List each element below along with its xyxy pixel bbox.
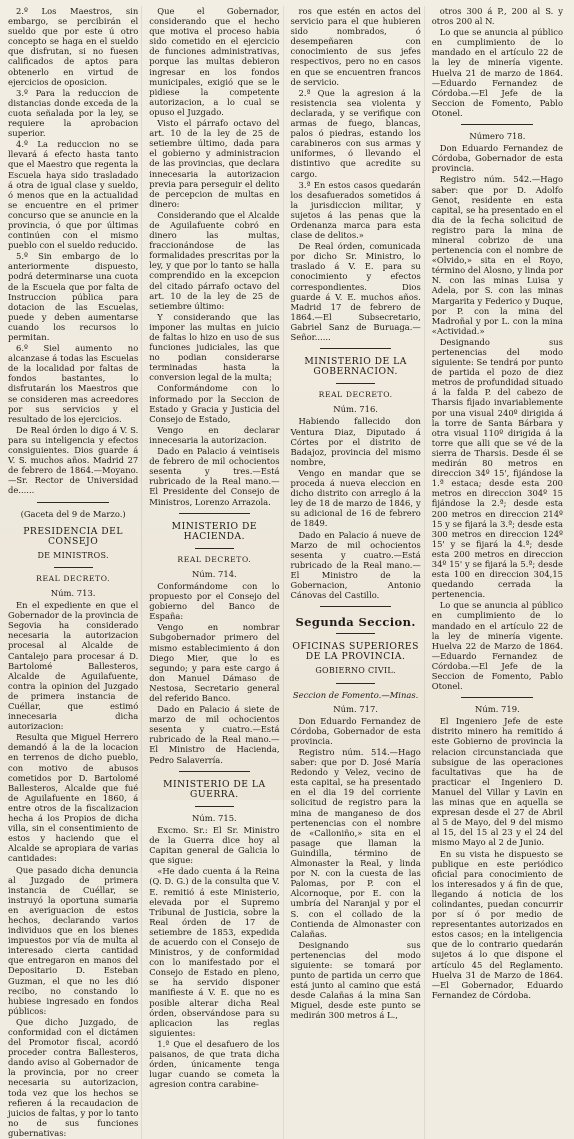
section-divider [179,771,251,772]
paragraph: El Ingeniero Jefe de este distrito minero ha remitido á este Gobierno de provincia la relacion circunstanciada que subsigue de las operaciones facultativas que ha de practicar el Ingeniero D. Manuel del Villar y Lavin en las minas que en aquella se expresan desde el 27 de Abril al 5 de Mayo, del 9 del mismo al 15, del 15 al 23 y el 24 del mismo Mayo al 2 de Junio. [431,716,563,848]
item-number: Núm. 716. [333,404,378,415]
paragraph: 6.º Siel aumento no alcanzase á todas las Escuelas de la localidad por faltas de fondos bastantes, lo disfrutarán los Maestros que se consideren mas acreedores por sus servicios y el resultado de los ejercicios. [8,343,139,424]
decree-heading: REAL DECRETO. [318,390,393,400]
section-heading: PRESIDENCIA DEL CONSEJO [23,525,123,547]
dateline: (Gaceta del 9 de Marzo.) [20,508,126,519]
paragraph: 2.º Los Maestros, sin embargo, se percibirán el sueldo que por este ú otro concepto se haga en el sueldo que disfrutan, si no fuesen calificados de aptos para obtenerlo en virtud de ejercicios de oposicion. [8,6,139,87]
section-heading: MINISTERIO DE HACIENDA. [171,520,258,542]
paragraph: En su vista he dispuesto se publique en este periódico oficial para conocimiento de los interesados y á fin de que, llegando á noticia de los colindantes, puedan concurrir por sí ó por medio de representantes autorizados en estos casos; en la inteligencia que de lo contrario quedarán sujetos á lo que dispone el artículo 45 del Reglamento. Huelva 31 de Marzo de 1864.—El Gobernador, Eduardo Fernandez de Córdoba. [431,848,563,1000]
item-number: Núm. 715. [192,812,237,823]
section-divider [179,513,251,514]
paragraph: 3.º Para la reduccion de distancias donde exceda de la cuota señalada por la ley, se requiere la aprobacion superior. [8,87,139,139]
section-divider [195,806,234,807]
paragraph: Habiendo fallecido don Ventura Diaz, Diputado á Córtes por el distrito de Badajoz, provincia del mismo nombre, [290,416,421,467]
section-divider [336,683,375,684]
section-title: Segunda Seccion. [295,615,416,630]
paragraph: Visto el párrafo octavo del art. 10 de la ley de 25 de setiembre último, dada para el gobierno y administracion de las provincias, que declara innecesaria la autorizacion previa para perseguir el delito de percepcion de multas en dinero: [149,118,280,209]
paragraph: 1.ª Que el desafuero de los paisanos, de que trata dicha órden, únicamente tenga lugar cuando se cometa la agresion contra carabine- [149,1038,280,1090]
section-subheading: GOBIERNO CIVIL. [315,666,396,676]
section-divider [54,567,93,568]
section-divider [320,606,392,607]
text-column-2 [149,6,283,1139]
section-divider [461,697,533,698]
paragraph: Lo que se anuncia al público en cumplimiento de lo mandado en el artículo 22 de la ley de minería vigente. Huelva 21 de marzo de 1864.—Eduardo Fernandez de Córdoba.—El Jefe de la Seccion de Fomento, Pablo Otonel. [431,27,563,118]
text-column-4 [432,6,566,1139]
section-divider [195,548,234,549]
paragraph: En el expediente en que el Gobernador de la provincia de Segovia ha considerado necesaria la autorizacion procesal al Alcalde de Cantalejo para procesar á D. Bartolomé Ballesteros, Alcalde de Aguilafuente, contra la opinion del Juzgado de primera instancia de Cuéllar, que estimó innecesaria dicha autorizacion: [8,600,139,732]
subsection-title: Seccion de Fomento.—Minas. [292,689,419,700]
section-heading: MINISTERIO DE LA GUERRA. [163,778,266,800]
paragraph: 2.ª Que la agresion á la resistencia sea violenta y declarada, y se verifique con armas de fuego, blancas, palos ó piedras, estando los carabineros con sus armas y uniformes, ó llevando el distintivo que acredite su cargo. [290,87,421,179]
paragraph: Considerando que el Alcalde de Aguilafuente cobró en dinero las multas, fraccionándose de las formalidades prescritas por la ley, y que por lo tanto se halla comprendido en la excepcion del citado párrafo octavo del art. 10 de la ley de 25 de setiembre último: [149,209,280,311]
paragraph: De Real órden, comunicada por dicho Sr. Ministro, lo traslado á V. E. para su conocimiento y efectos correspondientes. Dios guarde á V. E. muchos años. Madrid 17 de febrero de 1864.—El Subsecretario, Gabriel Sanz de Buruaga.—Señor...... [290,241,421,342]
paragraph: Designando sus pertenencias del modo siguiente: se tomará por punto de partida un cerro que está junto al camino que está desde Calañas á la mina San Miguel, desde este punto se medirán 300 metros á L., [290,939,421,1021]
decree-heading: REAL DECRETO. [36,573,111,583]
section-heading: MINISTERIO DE LA GOBERNACION. [304,356,407,378]
paragraph: 4.º La reduccion no se llevará á efecto hasta tanto que el Maestro que regenta la Escuela haya sido trasladado á otra de igual clase y sueldo, ó menos que en la actualidad se encuentre en el primer concurso que se anuncie en la provincia, ó que por últimas continúen con el mismo pueblo con el sueldo reducido. [8,139,139,251]
text-column-1 [8,6,142,1139]
section-divider [336,383,375,384]
paragraph: Que pasado dicha denuncia al Juzgado de primera instancia de Cuéllar, se instruyó la oportuna sumaria en averiguacion de estos hechos, declarando varios individuos que en los bienes impuestos por vía de multa al interesado cierta cantidad que entregaron en manos del Depositario D. Esteban Guzman, el que no les dió recibo, no constando lo hubiese ingresado en fondos públicos: [8,864,139,1016]
paragraph: Registro núm. 514.—Hago saber: que por D. José María Redondo y Velez, vecino de esta capital, se ha presentado en el dia 19 del corriente solicitud de registro para la mina de manganeso de dos pertenencias con el nombre de «Calloniño,» sita en el pasage que llaman la Guindilla, término de Almonaster la Real, y linda por N. con la cuesta de las Palomas, por P. con el Alcornoque, por E. con la umbría del Naranjal y por el S. con el collado de la Contienda de Almonaster con Calañas. [290,747,421,939]
paragraph: Excmo. Sr.: El Sr. Ministro de la Guerra dice hoy al Capitan general de Galicia lo que sigue: [149,824,280,866]
section-divider [336,633,375,634]
item-number: Núm. 714. [192,568,237,579]
section-divider [461,124,533,125]
section-subheading: DE MINISTROS. [37,550,109,560]
paragraph: De Real órden lo digo á V. S. para su inteligencia y efectos consiguientes. Dios guarde á V. S. muchos años. Madrid 27 de febrero de 1864.—Moyano.—Sr. Rector de Universidad de...... [8,424,139,496]
paragraph: Designando sus pertenencias del modo siguiente: Se tendrá por punto de partida el pozo de diez metros de profundidad situado á la falda P. del cabezo de Tharsis fijado invariablemente por una visual 240º dirigida á la torre de Santa Bárbara y otra visual 110º dirigida á la torre que alli que se vé de la sierra de Tharsis. Desde él se medirán 80 metros en direccion 34º 15', fijándose la 1.ª estaca; desde esta 200 metros en direccion 304º 15 fijándose la 2.ª; desde esta 200 metros en direccion 214º 15 y se fijará la 3.ª; desde esta 300 metros en direccion 124º 15' y se fijará la 4.ª; desde esta 200 metros en direccion 34º 15' y se fijará la 5.ª; desde esta 100 en direccion 304,15 quedando cerrada la pertenencia. [431,336,563,600]
paragraph: Conformándome con lo informado por la Seccion de Estado y Gracia y Justicia del Consejo de Estado, [149,383,280,424]
paragraph: Resulta que Miguel Herrero demandó á la de la locacion en terrenos de dicho pueblo, con motivo de abusos cometidos por D. Bartolomé Ballesteros, Alcalde que fué de Aguilafuente en 1860, á entre otros de la fiscalizacion hecha á los Propios de dicha villa, sin el consentimiento de estos y haciendo que el Alcalde se apropiara de varias cantidades: [8,732,139,864]
paragraph: ros que estén en actos del servicio para el que hubieren sido nombrados, ó desempeñaren con conocimiento de sus jefes respectivos, pero no en casos en que se encuentren francos de servicio. [290,6,421,87]
section-heading: OFICINAS SUPERIORES DE LA PROVINCIA. [292,641,419,663]
paragraph: Vengo en mandar que se proceda á nueva eleccion en dicho distrito con arreglo á la ley de 18 de marzo de 1846, y su adicional de 16 de febrero de 1849. [290,467,421,529]
paragraph: Dado en Palacio á veintiseis de febrero de mil ochocientos sesenta y tres.—Está rubricado de la Real mano.—El Presidente del Consejo de Ministros, Lorenzo Arrazola. [149,446,280,507]
section-divider [320,348,392,349]
paragraph: otros 300 á P., 200 al S. y otros 200 al N. [431,6,563,27]
paragraph: «He dado cuenta á la Reina (Q. D. G.) de la consulta que V. E. remitió á este Ministerio, elevada por el Supremo Tribunal de Justicia, sobre la Real órden de 17 de setiembre de 1853, expedida de acuerdo con el Consejo de Ministros, y de conformidad con lo manifestado por el Consejo de Estado en pleno, se ha servido disponer manifieste á V. E. que no es posible alterar dicha Real órden, observándose para su aplicacion las reglas siguientes: [149,866,280,1038]
item-number: Núm. 713. [50,587,96,598]
paragraph: Dado en Palacio á siete de marzo de mil ochocientos sesenta y cuatro.—Está rubricado de la Real mano.—El Ministro de Hacienda, Pedro Salaverría. [149,704,280,765]
paragraph: Lo que se anuncia al público en cumplimiento de lo mandado en el artículo 22 de la ley de minería vigente. Huelva 22 de Marzo de 1864.—Eduardo Fernandez de Córdoba.—El Jefe de la Seccion de Fomento, Pablo Otonel. [431,600,563,692]
paragraph: Y considerando que las imponer las multas en juicio de faltas lo hizo en uso de sus funciones judiciales, las que no podian considerarse terminadas hasta la conversion legal de la multa; [149,311,280,383]
paragraph: Registro núm. 542.—Hago saber: que por D. Adolfo Genot, residente en esta capital, se ha presentado en el dia de la fecha solicitud de registro para la mina de mineral cobrizo de una pertenencia con el nombre de «Olvido,» sita en el Royo, término del Alosno, y linda por N. con las minas Luisa y Adela, por S. con las minas Margarita y Federico y Duque, por P. con la mina del Madroñal y por L. con la mina «Actividad.» [431,174,563,336]
item-number: Núm. 717. [333,703,378,714]
paragraph: Que dicho Juzgado, de conformidad con el dictámen del Promotor fiscal, acordó proceder contra Ballesteros, dando aviso al Gobernador de la provincia, por no creer necesaria su autorizacion, toda vez que los hechos se refieren á la recaudacion de juicios de faltas, y por lo tanto no de sus funciones gubernativas: [8,1016,139,1138]
paragraph: 3.ª En estos casos quedarán los desafuerados sometidos á la jurisdiccion militar, y sujetos á las penas que la Ordenanza marca para esta clase de delitos.» [290,179,421,241]
section-divider [37,502,109,503]
paragraph: Vengo en declarar innecesaria la autorizacion. [149,424,280,445]
paragraph: Don Eduardo Fernandez de Córdoba, Gobernador de esta provincia. [431,143,563,174]
item-number: Núm. 719. [475,704,520,715]
paragraph: Que el Gobernador, considerando que el hecho que motiva el proceso habia sido cometido en el ejercicio de funciones administrativas, porque las multas debieron ingresar en los fondos municipales, exigió que se le pidiese la competente autorizacion, a lo cual se opuso el Juzgado. [149,6,280,117]
paragraph: 5.º Sin embargo de lo anteriormente dispuesto, podrá determinarse una cuota de la Escuela que por falta de Instruccion pública para dotacion de las Escuelas, puede y deben aumentarse cuando los recursos lo permitan. [8,251,139,342]
paragraph: Conformándome con lo propuesto por el Consejo del gobierno del Banco de España: [149,580,280,622]
text-column-3 [291,6,425,1139]
decree-heading: REAL DECRETO. [177,554,252,564]
paragraph: Don Eduardo Fernandez de Córdoba, Gobernador de esta provincia. [290,715,421,746]
paragraph: Dado en Palacio á nueve de Marzo de mil ochocientos sesenta y cuatro.—Está rubricado de la Real mano.—El Ministro de la Gobernacion, Antonio Cánovas del Castillo. [290,529,421,601]
item-number: Número 718. [469,131,526,142]
paragraph: Vengo en nombrar Subgobernador primero del mismo establecimiento á don Diego Mier, que lo es segundo; y para este cargo á don Manuel Dámaso de Nestosa, Secretario general del referido Banco. [149,622,280,703]
